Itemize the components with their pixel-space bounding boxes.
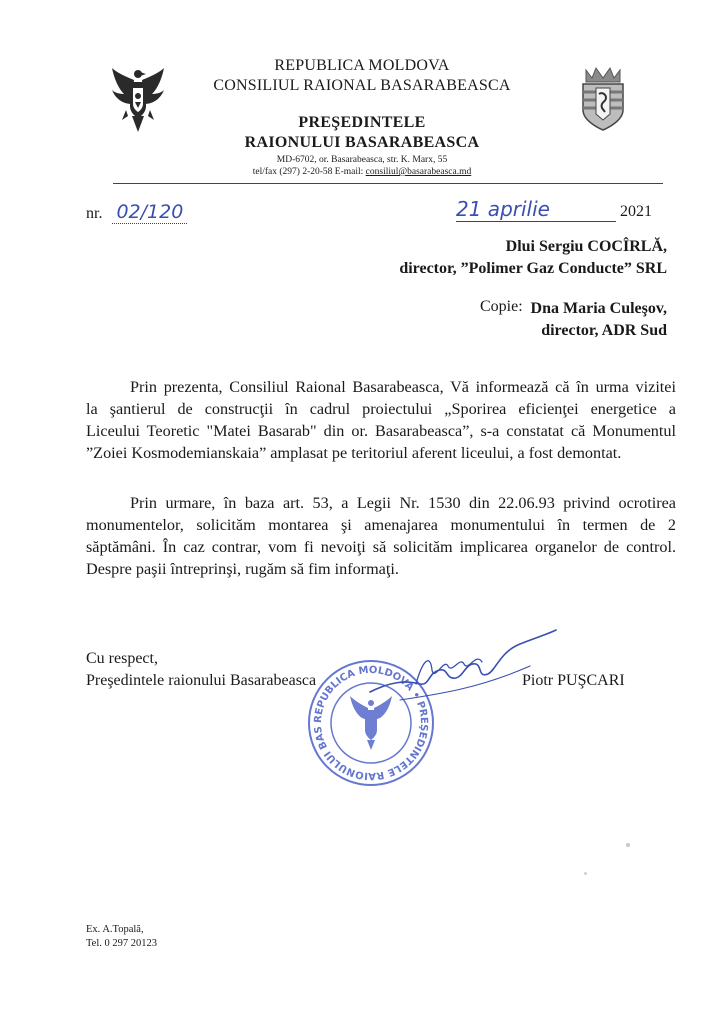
paragraph-2-line: Despre paşii întreprinşi, rugăm să fim informaţi.	[86, 560, 399, 578]
copy-label: Copie:	[480, 298, 523, 315]
header-email-link[interactable]: consiliul@basarabeasca.md	[365, 167, 472, 177]
paragraph-2-line: Prin urmare, în baza art. 53, a Legii Nr. 1530 din 22.06.93 privind ocrotirea	[130, 494, 676, 512]
footer-executor: Ex. A.Topală,	[86, 924, 144, 935]
closing-title: Preşedintele raionului Basarabeasca	[86, 672, 317, 689]
header-divider	[113, 183, 663, 184]
nr-label: nr.	[86, 205, 103, 222]
date-handwritten: 21 aprilie	[456, 197, 616, 222]
paragraph-2-line: monumentelor, solicităm montarea şi amenajarea monumentului în termen de 2	[86, 516, 676, 534]
paragraph-1-line: la şantierul de construcţii în cadrul proiectului „Sporirea eficienţei energetice a	[86, 400, 676, 418]
paragraph-1-line: Liceului Teoretic "Matei Basarab" din or. Basarabeasca”, s-a constatat că Monumentul	[86, 422, 676, 440]
recipient-name: Dlui Sergiu COCÎRLĂ,	[505, 238, 667, 255]
closing-regards: Cu respect,	[86, 650, 158, 667]
copy-block	[531, 298, 667, 342]
copy-name: Dna Maria Culeşov,	[530, 300, 667, 317]
closing-signatory: Piotr PUŞCARI	[522, 672, 625, 689]
copy-role: director, ADR Sud	[541, 322, 667, 339]
scan-speck	[584, 872, 587, 875]
header-contact-prefix: tel/fax (297) 2-20-58 E-mail:	[252, 167, 366, 177]
reference-nr	[86, 201, 187, 223]
paragraph-1-line: ”Zoiei Kosmodemianskaia” amplasat pe teritoriul aferent liceului, a fost demontat.	[86, 444, 622, 462]
footer-phone: Tel. 0 297 20123	[86, 938, 158, 949]
header-address: MD-6702, or. Basarabeasca, str. K. Marx, 55	[276, 155, 448, 165]
recipient-block	[399, 236, 667, 280]
header-country: REPUBLICA MOLDOVA	[274, 57, 450, 74]
nr-handwritten: 02/120	[112, 201, 187, 224]
header-office-line2: RAIONULUI BASARABEASCA	[244, 134, 480, 151]
reference-date	[456, 197, 664, 222]
header-contact	[0, 167, 724, 177]
handwritten-signature	[360, 622, 560, 712]
paragraph-1-line: Prin prezenta, Consiliul Raional Basarabeasca, Vă informează că în urma vizitei	[130, 378, 676, 396]
recipient-role: director, ”Polimer Gaz Conducte” SRL	[399, 260, 667, 277]
header-council: CONSILIUL RAIONAL BASARABEASCA	[213, 77, 511, 94]
header-office-line1: PREŞEDINTELE	[298, 114, 426, 131]
body-paragraph-1	[86, 376, 676, 464]
stamp-text: REPUBLICA MOLDOVA • PREŞEDINTELE RAIONULUI BAS	[312, 664, 430, 782]
scan-speck	[626, 843, 630, 847]
date-year: 2021	[620, 203, 652, 220]
paragraph-2-line: săptămâni. În caz contrar, vom fi nevoiţi să solicităm implicarea organelor de control.	[86, 538, 676, 556]
body-paragraph-2	[86, 492, 676, 580]
